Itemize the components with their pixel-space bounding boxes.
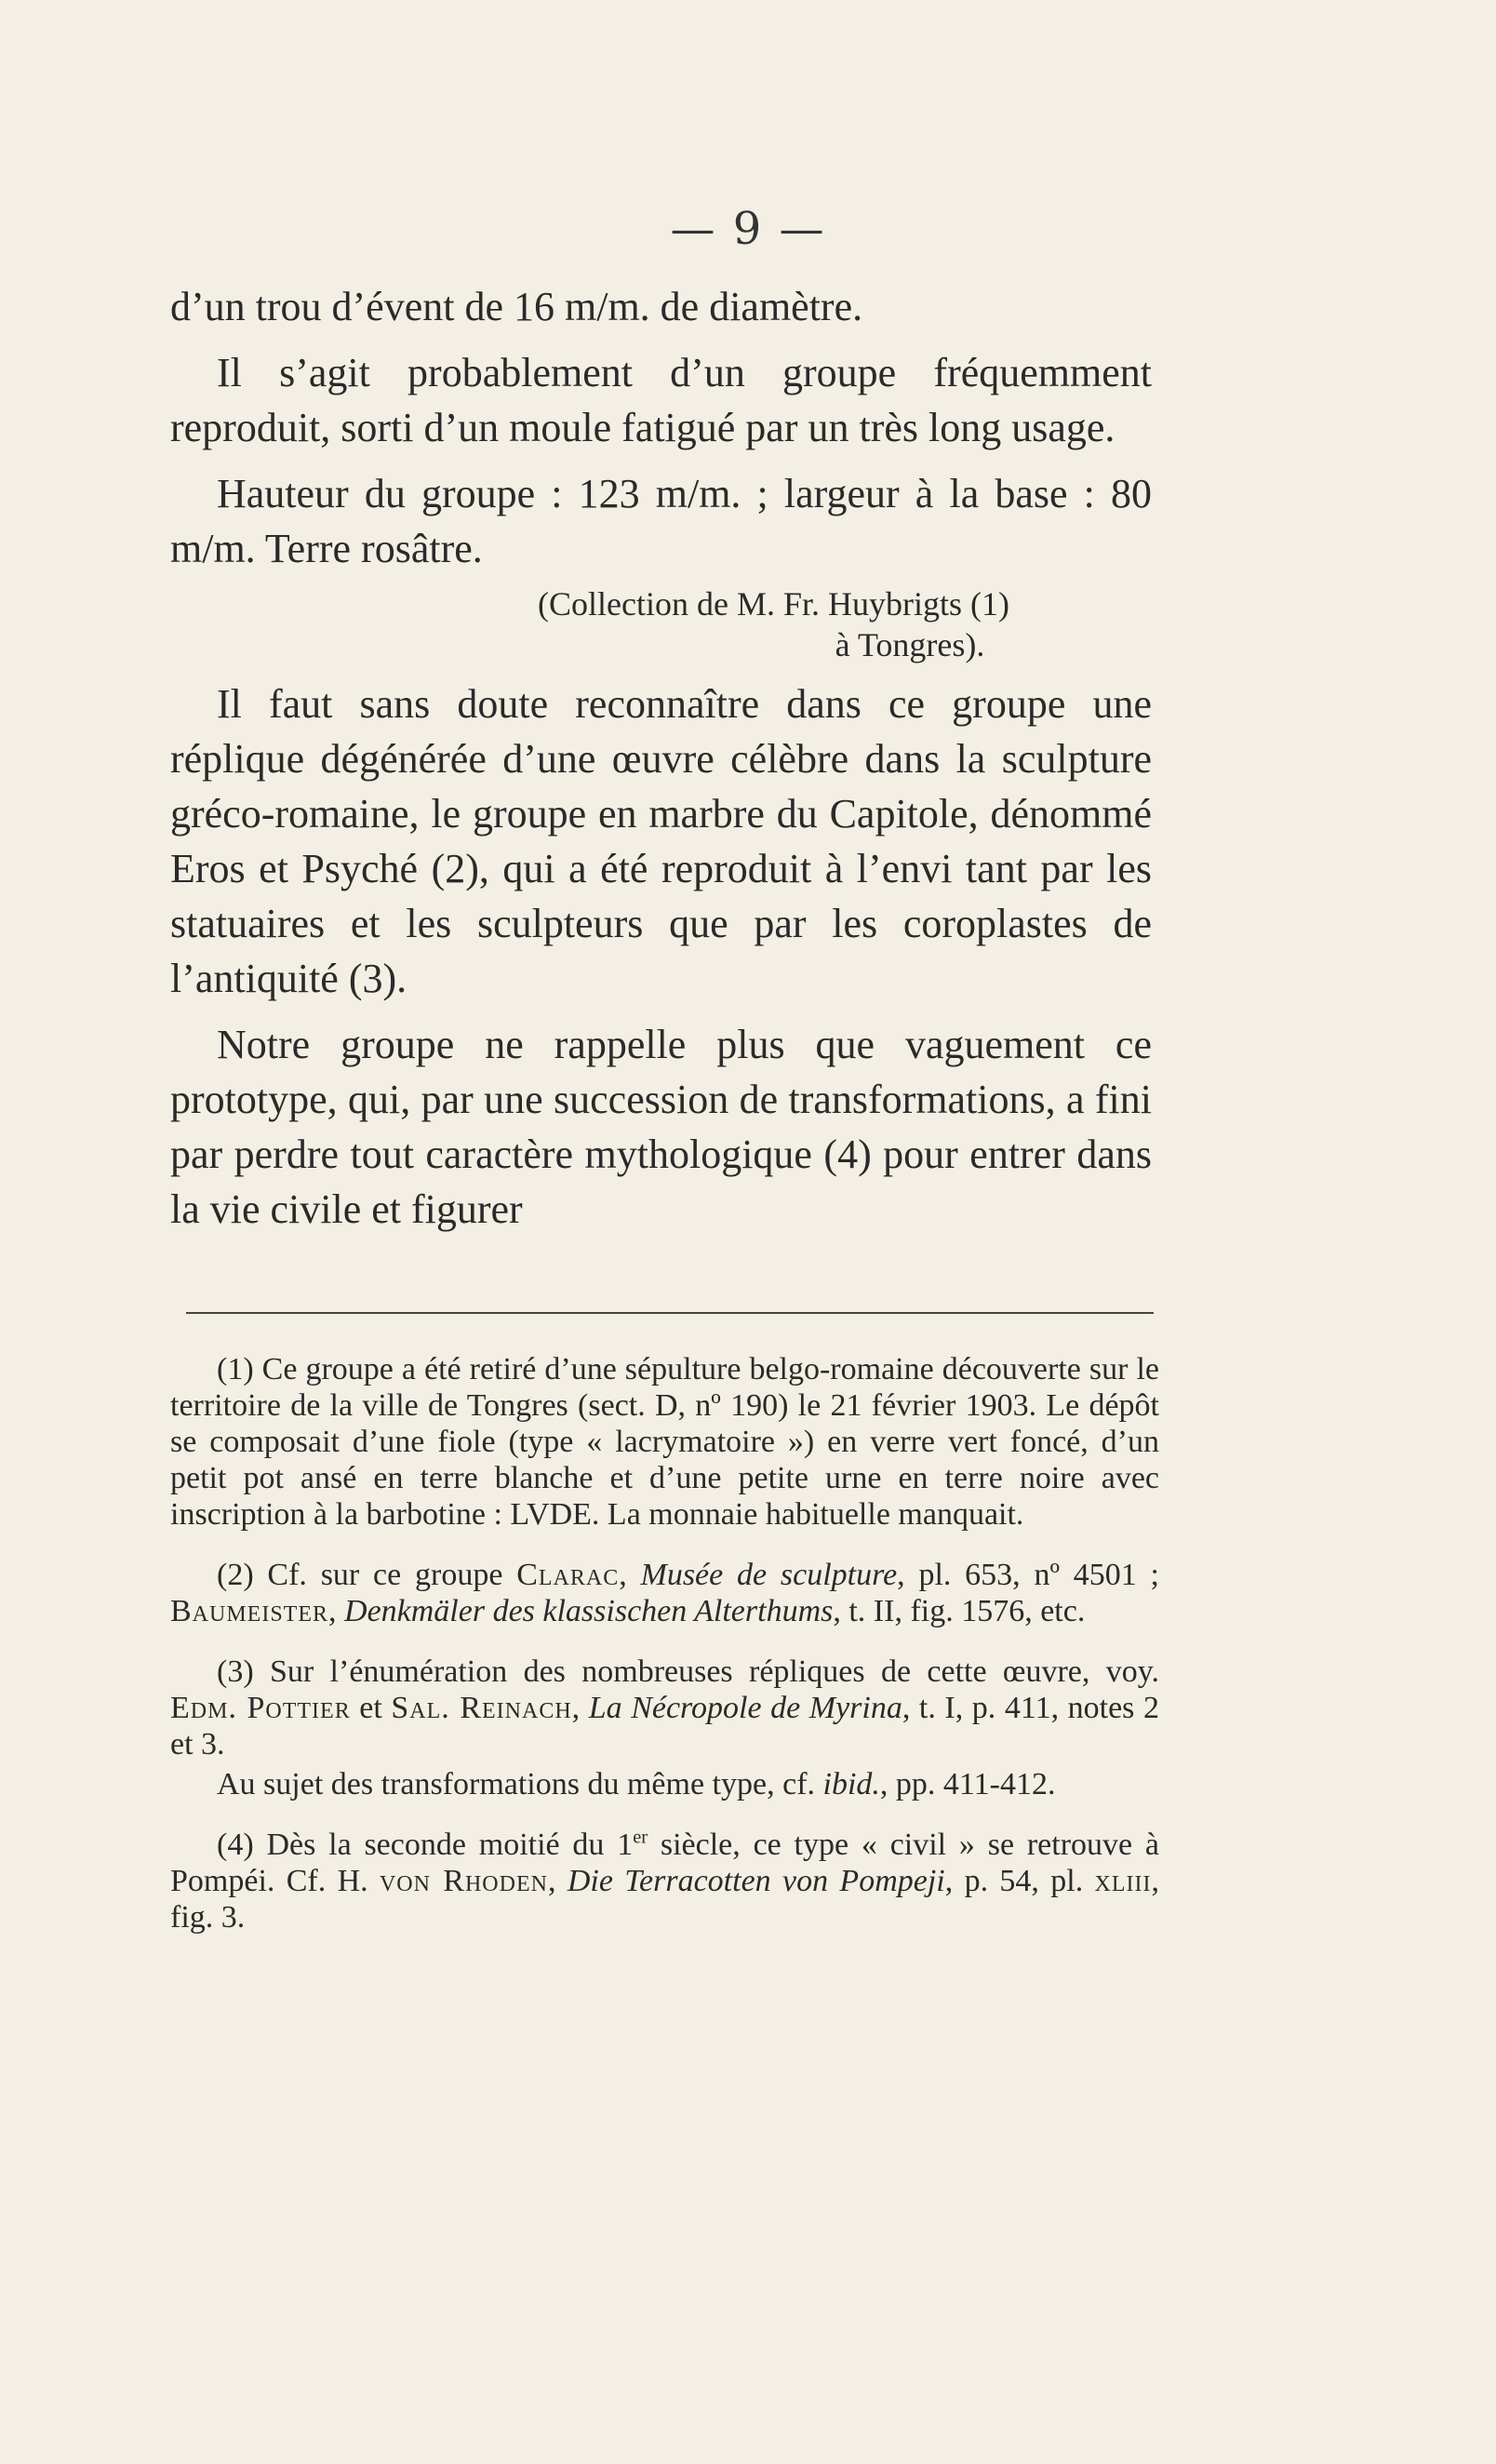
footnote-4-author: von Rhoden: [379, 1864, 548, 1898]
footnote-3-text-b: , t. I, p. 411, notes 2 et 3.: [170, 1691, 1159, 1761]
footnotes: [170, 1351, 1159, 1960]
footnote-4-text-d: , fig. 3.: [170, 1864, 1159, 1935]
footnote-4-plate: xliii: [1094, 1864, 1152, 1898]
paragraph-3: Hauteur du groupe : 123 m/m. ; largeur à la base : 80 m/m. Terre rosâtre.: [170, 471, 1152, 571]
footnote-2-text-b: , pl. 653, nº 4501 ;: [897, 1558, 1160, 1592]
footnote-1: (1) Ce groupe a été retiré d’une sépulture belgo-romaine découverte sur le territoire de la ville de Tongres (sect. D, nº 190) le 21 février 1903. Le dépôt se composait d’une fiole (type « lacrymatoire ») en verre vert foncé, d’un petit pot ansé en terre blanche et d’une petite urne en terre noire avec inscription à la barbotine : LVDE. La monnaie habituelle manquait.: [170, 1352, 1159, 1532]
footnote-4-text-b: siècle, ce type « civil » se retrouve à Pompéi. Cf. H.: [170, 1828, 1159, 1898]
footnote-3-text: (3) Sur l’énumération des nombreuses répliques de cette œuvre, voy.: [217, 1654, 1159, 1689]
footnote-2: (2) Cf. sur ce groupe Clarac, Musée de sculpture, pl. 653, nº 4501 ; Baumeister, Denkmäler des klassischen Alterthums, t. II, fig. 1576, etc.: [170, 1558, 1160, 1628]
paragraph-4: Il faut sans doute reconnaître dans ce groupe une réplique dégénérée d’une œuvre célèbre dans la sculpture gréco-romaine, le groupe en marbre du Capitole, dénommé Eros et Psyché (2), qui a été reproduit à l’envi tant par les statuaires et les sculpteurs que par les coroplastes de l’antiquité (3).: [170, 681, 1152, 1001]
footnote-3-author-1: Edm. Pottier: [170, 1691, 351, 1725]
credit-line-1: (Collection de M. Fr. Huybrigts (1): [538, 585, 1009, 623]
footnote-divider: [186, 1312, 1154, 1314]
paragraph-5: Notre groupe ne rappelle plus que vaguement ce prototype, qui, par une succession de transformations, a fini par perdre tout caractère mythologique (4) pour entrer dans la vie civile et figurer: [170, 1022, 1152, 1232]
footnote-4-superscript: er: [633, 1827, 648, 1848]
footnote-3-ibid: ibid.: [822, 1767, 880, 1801]
paragraph-1: d’un trou d’évent de 16 m/m. de diamètre.: [170, 284, 863, 329]
footnote-3: (3) Sur l’énumération des nombreuses répliques de cette œuvre, voy. Edm. Pottier et Sal. Reinach, La Nécropole de Myrina, t. I, p. 411, notes 2 et 3.: [170, 1654, 1159, 1761]
footnote-2-text: (2) Cf. sur ce groupe: [217, 1558, 517, 1592]
footnote-3-et: et: [350, 1691, 392, 1725]
footnote-3-title: La Nécropole de Myrina: [588, 1691, 902, 1725]
page-number: — 9 —: [670, 203, 826, 255]
footnote-2-title-1: Musée de sculpture: [640, 1558, 898, 1592]
footnote-3-cont-text-b: , pp. 411-412.: [879, 1767, 1056, 1801]
footnote-2-author-1: Clarac: [516, 1558, 620, 1592]
footnote-4-text: (4) Dès la seconde moitié du 1: [217, 1828, 634, 1862]
footnote-2-title-2: Denkmäler des klassischen Alterthums: [344, 1594, 834, 1628]
footnote-3-continuation: [170, 1766, 1159, 1802]
footnote-4-text-c: , p. 54, pl.: [944, 1864, 1095, 1898]
footnote-3-author-2: Sal. Reinach: [391, 1691, 572, 1725]
footnote-4: (4) Dès la seconde moitié du 1er siècle, ce type « civil » se retrouve à Pompéi. Cf. H. von Rhoden, Die Terracotten von Pompeji, p. 54, pl. xliii, fig. 3.: [170, 1827, 1159, 1935]
footnote-2-text-c: , t. II, fig. 1576, etc.: [833, 1594, 1086, 1628]
footnote-2-author-2: Baumeister: [170, 1594, 329, 1628]
collection-credit: [538, 583, 1152, 665]
footnote-4-title: Die Terracotten von Pompeji: [567, 1864, 945, 1898]
main-text: [170, 279, 1152, 1237]
footnote-3-cont-text: Au sujet des transformations du même type, cf.: [217, 1767, 823, 1801]
paragraph-2: Il s’agit probablement d’un groupe fréquemment reproduit, sorti d’un moule fatigué par un très long usage.: [170, 350, 1152, 450]
credit-line-2: à Tongres).: [835, 626, 985, 663]
